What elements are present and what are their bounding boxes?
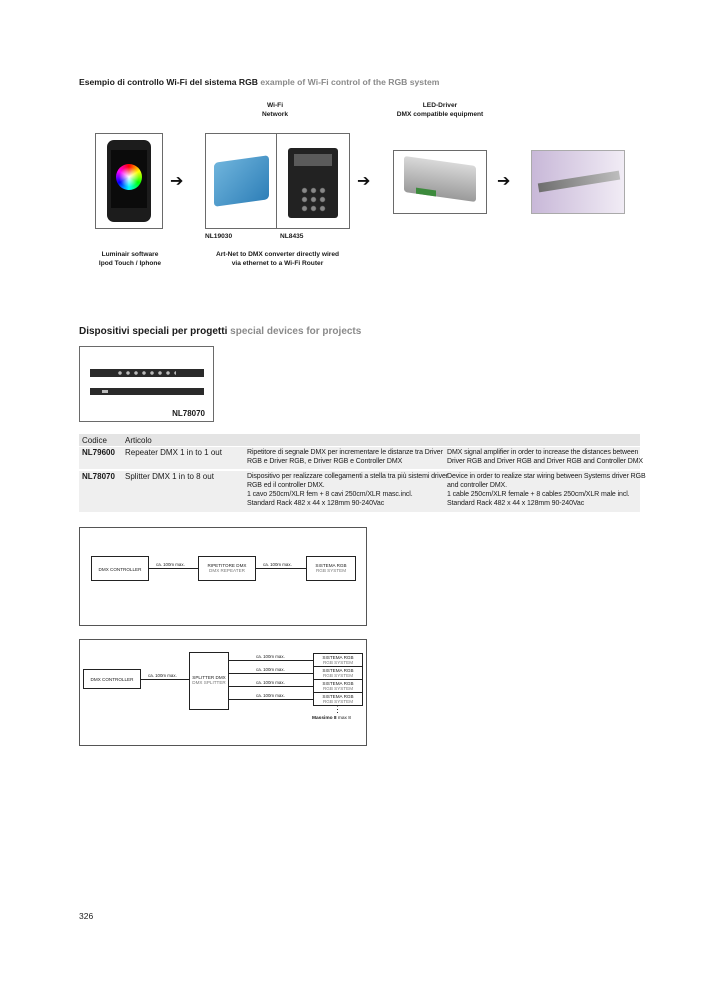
dmx-controller-box: DMX CONTROLLER: [83, 669, 141, 689]
distance-label: ca. 100m max.: [256, 680, 285, 685]
wifi-network-label: Wi-Fi Network: [261, 102, 288, 118]
led-driver-label: LED-Driver DMX compatible equipment: [396, 102, 484, 118]
col-code-header: Codice: [82, 436, 107, 445]
led-bar-image: [531, 150, 625, 214]
row-desc-it: Ripetitore di segnale DMX per incrementare le distanze tra Driver RGB e Driver RGB, e Driver RGB e Controller DMX: [247, 449, 443, 465]
page-number: 326: [79, 911, 94, 921]
wifi-title-it: Esempio di controllo Wi-Fi del sistema RGB: [79, 77, 258, 87]
phone-image: [95, 133, 163, 229]
converters-image: [205, 133, 350, 229]
arrow-icon: ➔: [497, 173, 511, 190]
rack-device-icon: [90, 388, 204, 395]
row-desc-en: Device in order to realize star wiring between Systems driver RGB and controller DMX. 1 cable 250cm/XLR female + 8 cables 250cm/XLR male incl. Standard Rack 482 x 44 x 128mm 90-240Vac: [447, 473, 646, 507]
special-title-en: special devices for projects: [230, 326, 362, 337]
table-row: [79, 471, 646, 512]
row-article: Repeater DMX 1 in to 1 out: [125, 448, 222, 457]
row-desc-it: Dispositivo per realizzare collegamenti a stella tra più sistemi driver RGB ed il controller DMX. 1 cavo 250cm/XLR fem + 8 cavi 250cm/XLR masc.incl. Standard Rack 482 x 44 x 128mm 90-240Vac: [247, 473, 449, 507]
rgb-system-box: SISTEMA RGB RGB SYSTEM: [313, 692, 363, 706]
wifi-section-title: [79, 77, 439, 87]
repeater-box: RIPETITORE DMX DMX REPEATER: [198, 556, 256, 581]
rgb-system-box: SISTEMA RGB RGB SYSTEM: [306, 556, 356, 581]
row-code: NL79600: [82, 448, 115, 457]
row-desc-en: DMX signal amplifier in order to increase the distances between Driver RGB and Driver RGB and Driver RGB and Controller DMX: [447, 449, 643, 465]
arrow-icon: ➔: [357, 173, 371, 190]
product-code: NL78070: [172, 409, 205, 418]
arrow-icon: ➔: [170, 173, 184, 190]
table-header: [79, 434, 640, 446]
special-title-it: Dispositivi speciali per progetti: [79, 326, 228, 337]
distance-label: ca. 100m max.: [256, 654, 285, 659]
splitter-box: SPLITTER DMX DMX SPLITTER: [189, 652, 229, 710]
phone-caption: Luminair software Ipod Touch / Iphone: [98, 251, 162, 267]
led-driver-image: [393, 150, 487, 214]
distance-label: ca. 100m max.: [263, 562, 292, 567]
code-nl8435: NL8435: [280, 233, 304, 240]
splitter-product-image: [79, 346, 214, 422]
led-driver-icon: [404, 156, 476, 202]
rgb-system-box: SISTEMA RGB RGB SYSTEM: [313, 679, 363, 693]
dmx-interface-icon: [214, 155, 269, 207]
rack-device-icon: [90, 369, 204, 377]
code-nl19030: NL19030: [205, 233, 233, 240]
row-article: Splitter DMX 1 in to 8 out: [125, 472, 214, 481]
converter-caption: Art-Net to DMX converter directly wired via ethernet to a Wi-Fi Router: [215, 251, 340, 267]
more-dots: ⋮: [333, 704, 342, 714]
splitter-diagram: [79, 639, 367, 746]
distance-label: ca. 100m max.: [256, 693, 285, 698]
distance-label: ca. 100m max.: [156, 562, 185, 567]
special-section-title: [79, 326, 361, 337]
rgb-system-box: SISTEMA RGB RGB SYSTEM: [313, 653, 363, 667]
wifi-title-en: example of Wi-Fi control of the RGB system: [260, 77, 440, 87]
dmx-controller-box: DMX CONTROLLER: [91, 556, 149, 581]
col-article-header: Articolo: [125, 436, 152, 445]
color-wheel-icon: [116, 164, 142, 190]
repeater-diagram: [79, 527, 367, 626]
table-row: [79, 447, 643, 469]
distance-label: ca. 100m max.: [256, 667, 285, 672]
dmx-controller-icon: [288, 148, 338, 218]
distance-label: ca. 100m max.: [148, 673, 177, 678]
iphone-icon: [107, 140, 151, 222]
max-outputs-label: Massimo 8 max 8: [312, 716, 351, 721]
rgb-system-box: SISTEMA RGB RGB SYSTEM: [313, 666, 363, 680]
row-code: NL78070: [82, 472, 115, 481]
